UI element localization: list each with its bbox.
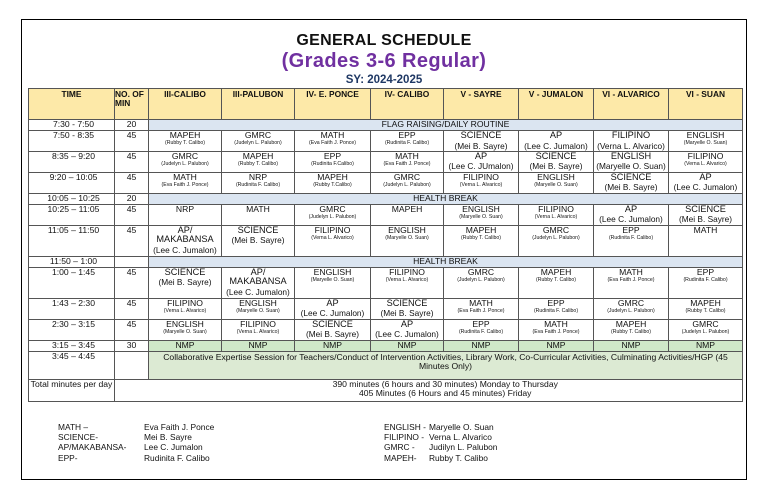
teacher-label: (Eva Faith J. Ponce) <box>532 328 580 335</box>
subject-label: SCIENCE <box>237 225 279 235</box>
class-cell <box>295 204 371 225</box>
schedule-table <box>28 88 743 402</box>
subject-label: ENGLISH <box>166 319 204 329</box>
subject-label: NRP <box>248 172 268 182</box>
subject-label: MATH <box>469 298 493 308</box>
subject-label: GMRC <box>319 204 346 214</box>
class-cell <box>519 204 594 225</box>
teacher-label: (Eva Faith J. Ponce) <box>161 181 209 188</box>
teacher-label: (Lee C. Jumalon) <box>599 214 663 225</box>
class-cell <box>222 225 295 256</box>
class-cell <box>519 319 594 340</box>
minutes-cell: 45 <box>115 151 149 172</box>
minutes-cell: 20 <box>115 120 149 131</box>
legend-right-values <box>429 422 497 463</box>
subject-label: MAPEH <box>391 204 423 214</box>
subject-label: AP <box>549 130 563 140</box>
subject-label: MAPEH <box>690 298 721 308</box>
legend-subject: FILIPINO - <box>384 432 425 443</box>
subject-label: FILIPINO <box>314 225 351 235</box>
teacher-label: (Mei B. Sayre) <box>380 308 434 319</box>
class-cell <box>222 172 295 193</box>
column-header: NO. OF MIN <box>115 89 149 120</box>
class-cell <box>444 151 519 172</box>
legend-subject: SCIENCE- <box>58 432 99 443</box>
class-cell <box>295 298 371 319</box>
class-cell <box>519 225 594 256</box>
subject-label: AP <box>474 151 488 161</box>
subject-label: GMRC <box>171 151 199 161</box>
legend-subject: MATH – <box>58 422 89 432</box>
class-cell <box>594 204 669 225</box>
teacher-label: (Mei B. Sayre) <box>158 277 212 288</box>
teacher-label: (Lee C. Jumalon) <box>375 329 439 340</box>
time-cell: 2:30 – 3:15 <box>29 319 115 340</box>
class-cell <box>371 131 444 152</box>
class-cell <box>371 319 444 340</box>
break-band: HEALTH BREAK <box>149 256 743 267</box>
time-cell: 3:15 – 3:45 <box>29 340 115 351</box>
subject-label: MAPEH <box>540 267 572 277</box>
class-cell <box>295 225 371 256</box>
teacher-label: (Rudinita F. Calibo) <box>235 181 281 188</box>
nmp-cell: NMP <box>594 340 669 351</box>
legend-subject: AP/MAKABANSA- <box>58 442 127 453</box>
nmp-cell: NMP <box>519 340 594 351</box>
column-header: V - SAYRE <box>444 89 519 120</box>
totals-values <box>149 379 743 401</box>
class-cell <box>222 151 295 172</box>
class-cell <box>444 319 519 340</box>
subject-label: ENGLISH <box>610 151 652 161</box>
teacher-label: (Verna L. Alvarico) <box>684 160 727 167</box>
class-cell <box>594 267 669 298</box>
subject-label: MATH <box>246 204 270 214</box>
teacher-label: (Judelyn L. Palubon) <box>308 213 357 220</box>
subject-label: EPP <box>398 130 416 140</box>
subject-label: AP/ MAKABANSA <box>156 225 214 245</box>
class-cell <box>594 131 669 152</box>
teacher-label: (Verna L. Alvarico) <box>385 276 429 283</box>
minutes-cell: 30 <box>115 340 149 351</box>
class-cell <box>149 225 222 256</box>
page-title: GENERAL SCHEDULE <box>296 32 472 49</box>
subject-label: GMRC <box>467 267 495 277</box>
teacher-label: (Rubby T. Calibo) <box>165 140 205 147</box>
teacher-label: (Rubby T. Calibo) <box>536 276 576 283</box>
legend-teacher: Rudinita F. Calibo <box>144 452 210 463</box>
class-cell <box>669 151 743 172</box>
subject-label: FILIPINO <box>611 130 651 140</box>
teacher-label: (Mei B. Sayre) <box>305 329 360 340</box>
subject-label: SCIENCE <box>685 204 726 214</box>
subject-label: FILIPINO <box>240 319 276 329</box>
time-cell: 10:25 – 11:05 <box>29 204 115 225</box>
teacher-label: (Eva Faith J. Ponce) <box>607 276 655 283</box>
teacher-label: (Verna L. Alvarico) <box>459 181 503 188</box>
teacher-label: (Mei B. Sayre) <box>604 182 658 193</box>
subject-label: MAPEH <box>169 130 201 140</box>
subject-label: GMRC <box>393 172 421 182</box>
subject-label: ENGLISH <box>313 267 352 277</box>
teacher-label: (Rudinita F.Calibo) <box>311 160 354 167</box>
header-row <box>29 89 743 120</box>
teacher-label: (Verna L. Alvarico) <box>597 140 665 151</box>
class-cell <box>444 298 519 319</box>
legend-subject: GMRC - <box>384 442 415 453</box>
teacher-label: (Mei B. Sayre) <box>231 235 285 246</box>
class-cell <box>371 298 444 319</box>
class-cell <box>149 172 222 193</box>
time-cell: 10:05 – 10:25 <box>29 193 115 204</box>
class-cell <box>371 151 444 172</box>
minutes-cell: 45 <box>115 298 149 319</box>
school-year: SY: 2024-2025 <box>345 74 423 86</box>
legend-teacher: Verna L. Alvarico <box>429 432 492 443</box>
class-cell <box>149 319 222 340</box>
class-cell <box>371 267 444 298</box>
legend-subject: ENGLISH - <box>384 422 426 432</box>
schedule-row <box>29 298 743 319</box>
teacher-label: (Maryelle O. Suan) <box>683 140 728 147</box>
legend-teacher: Judilyn L. Palubon <box>429 442 498 453</box>
teacher-label: (Rubby T. Calibo) <box>611 328 651 335</box>
minutes-cell: 45 <box>115 131 149 152</box>
teacher-label: (Judelyn L. Palubon) <box>383 181 431 188</box>
schedule-row <box>29 319 743 340</box>
subject-label: GMRC <box>692 319 719 329</box>
legend-left <box>58 422 126 463</box>
teacher-label: (Eva Faith J. Ponce) <box>383 160 431 167</box>
subject-label: AP/ MAKABANSA <box>229 267 287 287</box>
subject-label: MAPEH <box>465 225 497 235</box>
teacher-label: (Lee C. Jumalon) <box>673 182 738 193</box>
minutes-cell: 45 <box>115 225 149 256</box>
class-cell <box>149 267 222 298</box>
page-subtitle: (Grades 3-6 Regular) <box>281 50 487 72</box>
subject-label: MAPEH <box>242 151 274 161</box>
class-cell <box>444 267 519 298</box>
teacher-label: (Rudinita F. Calibo) <box>384 140 430 147</box>
teacher-label: (Lee C. Jumalon) <box>226 287 290 298</box>
legend-teacher: Lee C. Jumalon <box>144 442 203 453</box>
subject-label: ENGLISH <box>388 225 426 235</box>
class-cell <box>149 151 222 172</box>
subject-label: FILIPINO <box>538 204 574 214</box>
teacher-label: (Mei B. Sayre) <box>454 140 508 151</box>
subject-label: SCIENCE <box>312 319 353 329</box>
class-cell <box>669 319 743 340</box>
schedule-row <box>29 351 743 379</box>
schedule-row <box>29 120 743 131</box>
class-cell <box>222 298 295 319</box>
subject-label: GMRC <box>244 130 272 140</box>
class-cell <box>519 131 594 152</box>
teacher-label: (Mei B. Sayre) <box>678 214 733 225</box>
class-cell <box>669 204 743 225</box>
subject-label: NRP <box>175 204 195 214</box>
subject-label: GMRC <box>617 298 645 308</box>
legend-subject: EPP- <box>58 452 78 463</box>
class-cell <box>444 172 519 193</box>
minutes-cell: 45 <box>115 172 149 193</box>
minutes-cell <box>115 351 149 379</box>
totals-row <box>29 379 743 401</box>
teacher-label: (Eva Faith J. Ponce) <box>309 140 356 147</box>
class-cell <box>594 225 669 256</box>
schedule-row <box>29 131 743 152</box>
legend-left-values <box>144 422 214 463</box>
subject-label: AP <box>699 172 712 182</box>
subject-label: ENGLISH <box>239 298 277 308</box>
teacher-label: (Verna L. Alvarico) <box>163 307 207 314</box>
class-cell <box>594 298 669 319</box>
legend-teacher: Maryelle O. Suan <box>429 422 494 432</box>
teacher-label: (Rubby T. Calibo) <box>461 234 501 241</box>
minutes-cell: 45 <box>115 267 149 298</box>
break-band: FLAG RAISING/DAILY ROUTINE <box>149 120 743 131</box>
class-cell <box>222 204 295 225</box>
class-cell <box>371 172 444 193</box>
teacher-label: (Maryelle O. Suan) <box>459 213 503 220</box>
class-cell <box>519 151 594 172</box>
schedule-row <box>29 151 743 172</box>
column-header: VI - SUAN <box>669 89 743 120</box>
subject-label: EPP <box>547 298 565 308</box>
subject-label: ENGLISH <box>537 172 575 182</box>
time-cell: 11:50 – 1:00 <box>29 256 115 267</box>
time-cell: 7:50 - 8:35 <box>29 131 115 152</box>
teacher-label: (Rudinita F. Calibo) <box>683 276 728 283</box>
class-cell <box>222 267 295 298</box>
teacher-label: (Verna L. Alvarico) <box>534 213 578 220</box>
teacher-label: (Judelyn L. Palubon) <box>234 140 282 147</box>
class-cell <box>669 225 743 256</box>
subject-label: EPP <box>323 151 342 161</box>
minutes-cell <box>115 256 149 267</box>
class-cell <box>519 267 594 298</box>
subject-label: ENGLISH <box>462 204 500 214</box>
teacher-label: (Rudinita F. Calibo) <box>608 234 654 241</box>
nmp-cell: NMP <box>149 340 222 351</box>
break-band: HEALTH BREAK <box>149 193 743 204</box>
teacher-label: (Lee C. Jumalon) <box>153 245 217 256</box>
subject-label: FILIPINO <box>167 298 203 308</box>
nmp-cell: NMP <box>295 340 371 351</box>
class-cell <box>594 172 669 193</box>
class-cell <box>222 319 295 340</box>
teacher-label: (Judelyn L. Palubon) <box>161 160 209 167</box>
class-cell <box>669 172 743 193</box>
subject-label: MATH <box>693 225 718 235</box>
schedule-row <box>29 204 743 225</box>
class-cell <box>669 267 743 298</box>
time-cell: 1:43 – 2:30 <box>29 298 115 319</box>
time-cell: 11:05 – 11:50 <box>29 225 115 256</box>
subject-label: EPP <box>472 319 490 329</box>
subject-label: MATH <box>320 130 345 140</box>
legend-subject: MAPEH- <box>384 452 417 463</box>
subject-label: EPP <box>622 225 640 235</box>
column-header: TIME <box>29 89 115 120</box>
class-cell <box>594 319 669 340</box>
class-cell <box>669 131 743 152</box>
class-cell <box>371 225 444 256</box>
teacher-label: (Judelyn L. Palubon) <box>457 276 505 283</box>
teacher-label: (Judelyn L. Palubon) <box>681 328 730 335</box>
subject-label: ENGLISH <box>686 130 725 140</box>
schedule-row <box>29 256 743 267</box>
class-cell <box>295 172 371 193</box>
legend-teacher: Eva Faith J. Ponce <box>144 422 215 432</box>
teacher-label: (Rubby T. Calibo) <box>238 160 278 167</box>
class-cell <box>594 151 669 172</box>
teacher-label: (Lee C. Jumalon) <box>300 308 365 319</box>
subject-label: SCIENCE <box>610 172 652 182</box>
teacher-label: (Lee C. JUmalon) <box>448 161 514 172</box>
class-cell <box>444 131 519 152</box>
teacher-label: (Judelyn L. Palubon) <box>532 234 580 241</box>
legend-teacher: Rubby T. Calibo <box>429 452 488 463</box>
nmp-cell: NMP <box>222 340 295 351</box>
schedule-sheet <box>21 19 747 480</box>
collab-session-cell: Collaborative Expertise Session for Teachers/Conduct of Intervention Activities, Library Work, Co-Curricular Activities, Culminating Activities/HGP (45 Minutes Only) <box>149 351 743 379</box>
teacher-label: (Maryelle O. Suan) <box>236 307 280 314</box>
time-cell: 8:35 – 9:20 <box>29 151 115 172</box>
subject-label: FILIPINO <box>389 267 425 277</box>
subject-label: AP <box>326 298 339 308</box>
schedule-row <box>29 193 743 204</box>
class-cell <box>371 204 444 225</box>
column-header: VI - ALVARICO <box>594 89 669 120</box>
schedule-row <box>29 267 743 298</box>
teacher-label: (Eva Faith J. Ponce) <box>457 307 505 314</box>
minutes-cell: 45 <box>115 204 149 225</box>
teacher-label: (Rudinita F. Calibo) <box>458 328 504 335</box>
column-header: III-CALIBO <box>149 89 222 120</box>
class-cell <box>295 267 371 298</box>
minutes-cell: 20 <box>115 193 149 204</box>
subject-label: AP <box>624 204 638 214</box>
subject-label: FILIPINO <box>463 172 499 182</box>
class-cell <box>295 131 371 152</box>
class-cell <box>149 298 222 319</box>
subject-label: MATH <box>544 319 568 329</box>
time-cell: 9:20 – 10:05 <box>29 172 115 193</box>
class-cell <box>519 298 594 319</box>
subject-label: FILIPINO <box>687 151 724 161</box>
totals-label: Total minutes per day <box>29 379 115 401</box>
schedule-row <box>29 172 743 193</box>
totals-blank <box>115 379 149 401</box>
column-header: V - JUMALON <box>519 89 594 120</box>
subject-label: MAPEH <box>317 172 348 182</box>
totals-line-1: 390 minutes (6 hours and 30 minutes) Monday to Thursday <box>332 379 558 389</box>
column-header: III-PALUBON <box>222 89 295 120</box>
teacher-label: (Maryelle O. Suan) <box>385 234 429 241</box>
teacher-label: (Verna L. Alvarico) <box>311 234 354 241</box>
legend-teacher: Mei B. Sayre <box>144 432 192 443</box>
subject-label: MATH <box>395 151 419 161</box>
subject-label: SCIENCE <box>535 151 577 161</box>
totals-line-2: 405 Minutes (6 Hours and 45 minutes) Friday <box>359 387 532 398</box>
class-cell <box>295 151 371 172</box>
class-cell <box>519 172 594 193</box>
schedule-row <box>29 225 743 256</box>
subject-label: SCIENCE <box>386 298 428 308</box>
class-cell <box>149 131 222 152</box>
time-cell: 7:30 - 7:50 <box>29 120 115 131</box>
teacher-label: (Maryelle O. Suan) <box>163 328 207 335</box>
class-cell <box>149 204 222 225</box>
subject-label: SCIENCE <box>164 267 206 277</box>
teacher-label: (Lee C. Jumalon) <box>524 140 588 151</box>
subject-label: MATH <box>173 172 197 182</box>
teacher-label: (Maryelle O. Suan) <box>310 276 355 283</box>
teacher-label: (Maryelle O. Suan) <box>534 181 578 188</box>
subject-label: AP <box>400 319 414 329</box>
subject-label: MAPEH <box>615 319 647 329</box>
teacher-label: (Judelyn L. Palubon) <box>607 307 655 314</box>
subject-label: SCIENCE <box>460 130 502 140</box>
class-cell <box>444 225 519 256</box>
class-cell <box>295 319 371 340</box>
schedule-row <box>29 340 743 351</box>
teacher-label: (Rubby T.Calibo) <box>313 181 352 188</box>
subject-label: MATH <box>619 267 643 277</box>
legend-right <box>384 422 426 463</box>
column-header: IV- CALIBO <box>371 89 444 120</box>
teacher-label: (Mei B. Sayre) <box>529 161 583 172</box>
class-cell <box>669 298 743 319</box>
nmp-cell: NMP <box>371 340 444 351</box>
class-cell <box>444 204 519 225</box>
teacher-label: (Rudinita F. Calibo) <box>533 307 579 314</box>
teacher-label: (Rubby T. Calibo) <box>685 307 726 314</box>
class-cell <box>222 131 295 152</box>
time-cell: 3:45 – 4:45 <box>29 351 115 379</box>
teacher-label: (Maryelle O. Suan) <box>596 161 666 172</box>
column-header: IV- E. PONCE <box>295 89 371 120</box>
teacher-label: (Verna L. Alvarico) <box>236 328 280 335</box>
subject-label: EPP <box>696 267 715 277</box>
nmp-cell: NMP <box>444 340 519 351</box>
nmp-cell: NMP <box>669 340 743 351</box>
minutes-cell: 45 <box>115 319 149 340</box>
subject-label: GMRC <box>542 225 570 235</box>
time-cell: 1:00 – 1:45 <box>29 267 115 298</box>
